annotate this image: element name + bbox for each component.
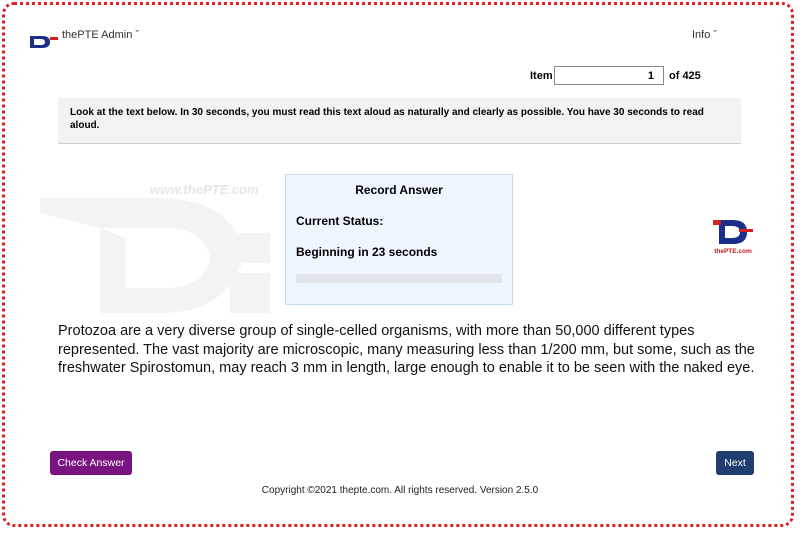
watermark-logo [40, 178, 280, 328]
check-answer-button[interactable]: Check Answer [50, 451, 132, 475]
user-menu[interactable]: thePTE Admin ˇ [62, 29, 140, 41]
reading-passage: Protozoa are a very diverse group of single-celled organisms, with more than 50,000 different types represented. The vast majority are microscopic, many measuring less than 1/200 mm, but some, such as the freshwater Spirostomun, may reach 3 mm in length, large enough to enable it to be seen with the naked eye. [58, 323, 755, 376]
item-label: Item [530, 70, 553, 82]
record-answer-title: Record Answer [355, 183, 443, 197]
next-button[interactable]: Next [716, 451, 754, 475]
watermark-text: www.thePTE.com [150, 182, 259, 197]
brand-logo-caption: thePTE.com [714, 248, 752, 255]
instruction-text: Look at the text below. In 30 seconds, you must read this text aloud as naturally and clearly as possible. You have 30 seconds to read aloud. [58, 98, 741, 144]
record-answer-panel [285, 174, 513, 305]
footer-copyright: Copyright ©2021 thepte.com. All rights reserved. Version 2.5.0 [261, 485, 539, 496]
item-number-input[interactable] [554, 66, 664, 85]
thepte-brand-logo-icon [713, 218, 753, 256]
thepte-logo-icon [28, 32, 58, 48]
item-total: of 425 [669, 70, 701, 82]
recording-progress-bar [296, 274, 502, 283]
info-menu[interactable]: Info ˇ [692, 29, 718, 41]
current-status-value: Beginning in 23 seconds [296, 245, 438, 259]
current-status-label: Current Status: [296, 214, 384, 228]
